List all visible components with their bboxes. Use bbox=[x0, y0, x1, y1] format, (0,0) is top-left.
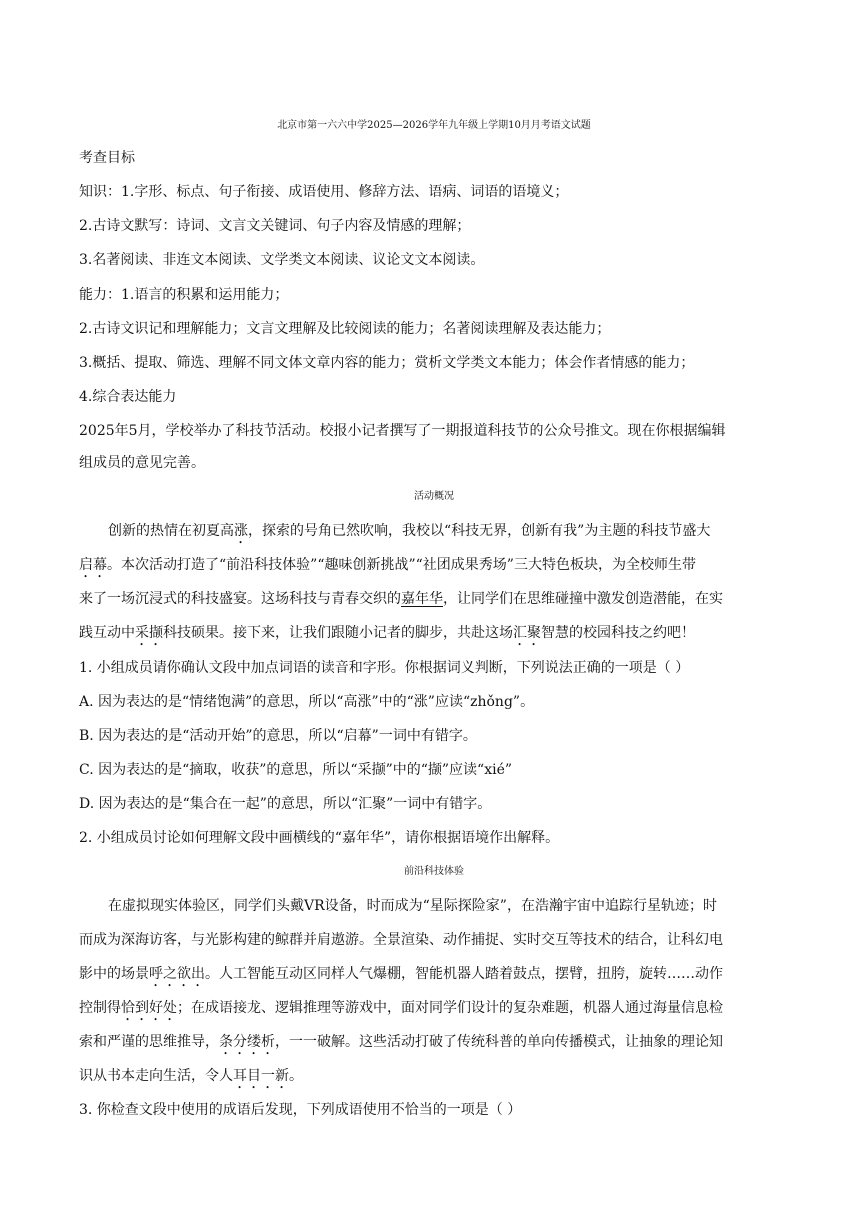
goal-ability-4: 4.综合表达能力 bbox=[79, 389, 177, 405]
goal-ability-2: 2.古诗文识记和理解能力；文言文理解及比较阅读的能力；名著阅读理解及表达能力； bbox=[79, 321, 611, 337]
marked-word: 恰到好处 bbox=[121, 1000, 177, 1016]
question-1-option-d: D. 因为表达的是“集合在一起”的意思，所以“汇聚”一词中有错字。 bbox=[79, 796, 492, 812]
goal-ability-1: 能力：1.语言的积累和运用能力； bbox=[79, 287, 289, 303]
section-heading-frontier: 前沿科技体验 bbox=[404, 866, 464, 877]
frontier-para-line-4: 控制得恰到好处；在成语接龙、逻辑推理等游戏中，面对同学们设计的复杂难题，机器人通过海量信息检 bbox=[79, 1000, 723, 1016]
marked-word: 嘉年华 bbox=[401, 591, 443, 607]
frontier-para-line-3: 影中的场景呼之欲出。人工智能互动区同样人气爆棚，智能机器人踏着鼓点，摆臂，扭胯，旋转……动作 bbox=[79, 966, 723, 982]
goal-knowledge-1: 知识：1.字形、标点、句子衔接、成语使用、修辞方法、语病、词语的语境义； bbox=[79, 184, 569, 200]
question-1-stem: 1. 小组成员请你确认文段中加点词语的读音和字形。你根据词义判断，下列说法正确的一项是（ ） bbox=[79, 660, 690, 676]
section-heading-overview: 活动概况 bbox=[414, 491, 454, 502]
intro-line-2: 组成员的意见完善。 bbox=[79, 455, 205, 471]
marked-word: 涨 bbox=[234, 523, 248, 539]
marked-word: 汇聚 bbox=[513, 625, 541, 641]
frontier-para-line-5: 索和严谨的思维推导，条分缕析，一一破解。这些活动打破了传统科普的单向传播模式，让抽象的理论知 bbox=[79, 1034, 723, 1050]
goals-heading: 考查目标 bbox=[79, 150, 135, 166]
frontier-para-line-2: 而成为深海访客，与光影构建的鲸群并肩遨游。全景渲染、动作捕捉、实时交互等技术的结合，让科幻电 bbox=[79, 932, 723, 948]
marked-word: 启幕 bbox=[79, 557, 107, 573]
overview-para-line-4: 践互动中采撷科技硕果。接下来，让我们跟随小记者的脚步，共赴这场汇聚智慧的校园科技之约吧！ bbox=[79, 625, 695, 641]
goal-ability-3: 3.概括、提取、筛选、理解不同文体文章内容的能力；赏析文学类文本能力；体会作者情感的能力； bbox=[79, 355, 695, 371]
marked-word: 呼之欲出 bbox=[149, 966, 205, 982]
overview-para-line-3: 来了一场沉浸式的科技盛宴。这场科技与青春交织的嘉年华，让同学们在思维碰撞中激发创造潜能，在实 bbox=[79, 591, 723, 607]
frontier-para-line-1: 在虚拟现实体验区，同学们头戴VR设备，时而成为“星际探险家”，在浩瀚宇宙中追踪行星轨迹；时 bbox=[108, 898, 717, 914]
question-1-option-c: C. 因为表达的是“摘取，收获”的意思，所以“采撷”中的“撷”应读“xié” bbox=[79, 762, 513, 778]
marked-word: 条分缕析 bbox=[219, 1034, 275, 1050]
marked-word: 采撷 bbox=[135, 625, 163, 641]
intro-line-1: 2025年5月，学校举办了科技节活动。校报小记者撰写了一期报道科技节的公众号推文。现在你根据编辑 bbox=[79, 423, 726, 439]
goal-knowledge-3: 3.名著阅读、非连文本阅读、文学类文本阅读、议论文文本阅读。 bbox=[79, 252, 485, 268]
goal-knowledge-2: 2.古诗文默写：诗词、文言文关键词、句子内容及情感的理解； bbox=[79, 218, 471, 234]
question-2-stem: 2. 小组成员讨论如何理解文段中画横线的“嘉年华”，请你根据语境作出解释。 bbox=[79, 830, 560, 846]
question-1-option-a: A. 因为表达的是“情绪饱满”的意思，所以“高涨”中的“涨”应读“zhǒng”。 bbox=[79, 694, 535, 710]
frontier-para-line-6: 识从书本走向生活，令人耳目一新。 bbox=[79, 1068, 303, 1084]
overview-para-line-1: 创新的热情在初夏高涨，探索的号角已然吹响，我校以“科技无界，创新有我”为主题的科技节盛大 bbox=[108, 523, 711, 539]
question-3-stem: 3. 你检查文段中使用的成语后发现，下列成语使用不恰当的一项是（ ） bbox=[79, 1102, 522, 1118]
marked-word: 耳目一新 bbox=[233, 1068, 289, 1084]
question-1-option-b: B. 因为表达的是“活动开始”的意思，所以“启幕”一词中有错字。 bbox=[79, 728, 477, 744]
page-title: 北京市第一六六中学2025—2026学年九年级上学期10月月考语文试题 bbox=[277, 120, 591, 131]
overview-para-line-2: 启幕。本次活动打造了“前沿科技体验”“趣味创新挑战”“社团成果秀场”三大特色板块，为全校师生带 bbox=[79, 557, 696, 573]
